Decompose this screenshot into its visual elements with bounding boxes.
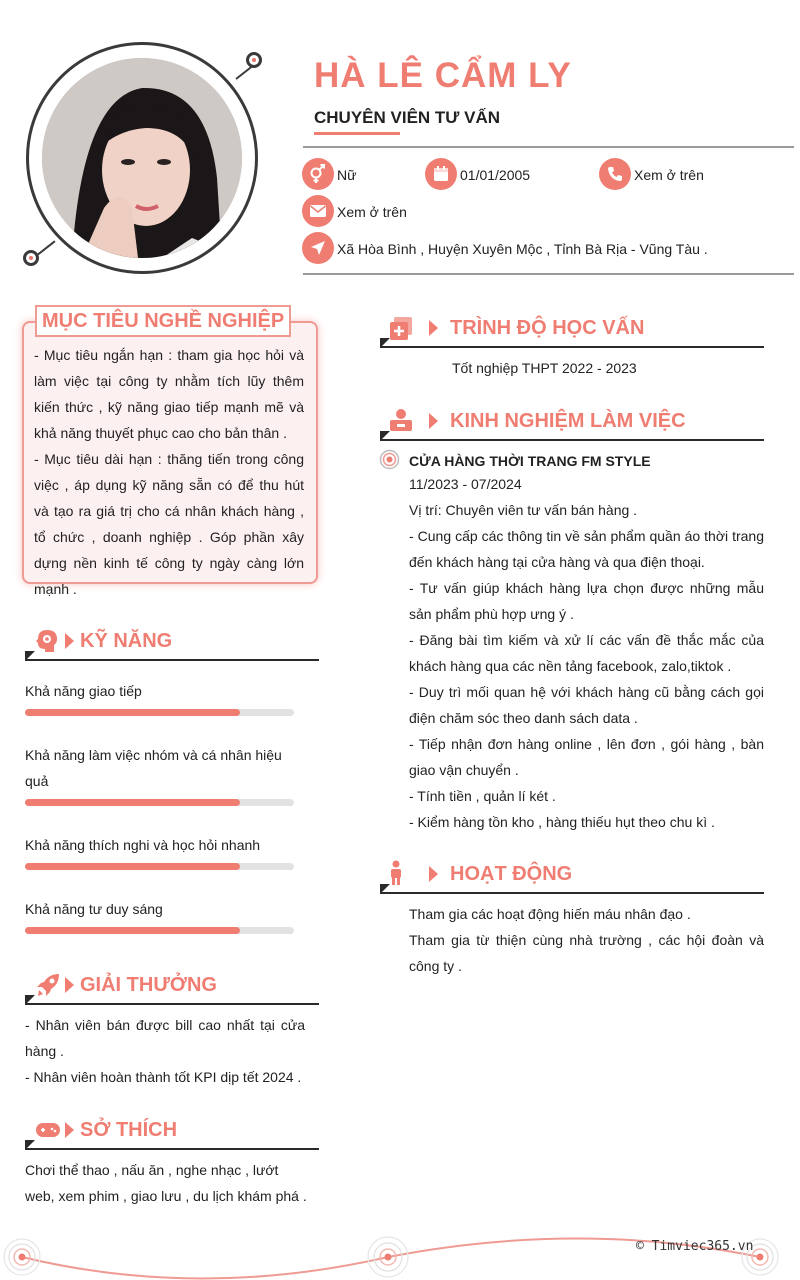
objective-short-term: - Mục tiêu ngắn hạn : tham gia học hỏi và làm việc tại công ty nhằm tích lũy thêm kiến thức , kỹ năng giao tiếp mạnh mẽ và khả năng thuyết phục cao cho bản thân . (34, 347, 304, 441)
phone-icon (599, 158, 631, 190)
objective-long-term: - Mục tiêu dài hạn : thăng tiến trong công việc , áp dụng kỹ năng sẵn có để thu hút và tạo ra giá trị cho cá nhân khách hàng , tổ chức , doanh nghiệp . Góp phần xây dựng nền kinh tế công ty ngày càng lớn mạnh . (34, 451, 304, 597)
skill-label: Khả năng làm việc nhóm và cá nhân hiệu quả (25, 747, 282, 789)
footer-target-icon (4, 1239, 40, 1275)
birthday-value: 01/01/2005 (460, 167, 531, 183)
skill-bar-fill (25, 799, 240, 806)
header-rule-top (303, 146, 794, 148)
education-text: Tốt nghiệp THPT 2022 - 2023 (452, 360, 637, 376)
gamepad-icon (35, 1120, 61, 1140)
gender-value: Nữ (337, 167, 357, 183)
skills-heading-corner (25, 651, 35, 661)
education-icon (388, 316, 414, 342)
education-arrow-icon (429, 320, 438, 336)
experience-heading: KINH NGHIỆM LÀM VIỆC (450, 410, 686, 432)
skill-bar-fill (25, 927, 240, 934)
activities-heading-corner (380, 884, 390, 894)
experience-line: - Kiểm hàng tồn kho , hàng thiếu hụt theo chu kì . (409, 814, 715, 830)
timeline-target-icon (379, 449, 400, 470)
awards-heading-rule (25, 1003, 319, 1005)
skill-bar-fill (25, 863, 240, 870)
education-heading-rule (380, 346, 764, 348)
hobbies-heading-corner (25, 1140, 35, 1150)
skill-bar-track (25, 799, 294, 806)
experience-line: - Tư vấn giúp khách hàng lựa chọn được những mẫu sản phẩm phù hợp ưng ý . (409, 580, 764, 622)
experience-arrow-icon (429, 413, 438, 429)
skills-arrow-icon (65, 633, 74, 649)
gender-icon (302, 158, 334, 190)
hobbies-heading: SỞ THÍCH (80, 1119, 178, 1141)
phone-value[interactable]: Xem ở trên (634, 167, 704, 183)
experience-heading-corner (380, 431, 390, 441)
experience-line: - Tiếp nhận đơn hàng online , lên đơn , gói hàng , bàn giao vận chuyển . (409, 736, 764, 778)
location-arrow-icon (302, 232, 334, 264)
experience-company: CỬA HÀNG THỜI TRANG FM STYLE (409, 453, 651, 469)
awards-arrow-icon (65, 977, 74, 993)
rocket-icon (35, 972, 61, 998)
award-item: - Nhân viên bán được bill cao nhất tại cửa hàng . (25, 1017, 305, 1059)
avatar-photo (42, 58, 242, 258)
avatar-connector-dot (23, 250, 39, 266)
hobbies-text: Chơi thể thao , nấu ăn , nghe nhạc , lướt web, xem phim , giao lưu , du lịch khám phá . (25, 1162, 307, 1204)
skills-heading: KỸ NĂNG (80, 630, 173, 652)
skill-label: Khả năng tư duy sáng (25, 901, 163, 917)
skills-heading-rule (25, 659, 319, 661)
hobbies-heading-rule (25, 1148, 319, 1150)
education-heading-corner (380, 338, 390, 348)
job-title: CHUYÊN VIÊN TƯ VẤN (314, 108, 501, 127)
skill-label: Khả năng thích nghi và học hỏi nhanh (25, 837, 261, 853)
footer-target-icon (368, 1237, 408, 1277)
activity-line: Tham gia từ thiện cùng nhà trường , các hội đoàn và công ty . (409, 932, 764, 974)
skill-bar-track (25, 863, 294, 870)
skill-bar-track (25, 709, 294, 716)
experience-line: - Đăng bài tìm kiếm và xử lí các vấn đề thắc mắc của khách hàng qua các nền tảng facebook, zalo,tiktok . (409, 632, 764, 674)
job-title-underline (314, 132, 400, 135)
calendar-icon (425, 158, 457, 190)
activities-arrow-icon (429, 866, 438, 882)
brain-icon (34, 628, 60, 654)
person-icon (389, 860, 403, 886)
hobbies-arrow-icon (65, 1122, 74, 1138)
awards-heading: GIẢI THƯỞNG (80, 974, 217, 996)
activity-line: Tham gia các hoạt động hiến máu nhân đạo . (409, 906, 691, 922)
address-value: Xã Hòa Bình , Huyện Xuyên Mộc , Tỉnh Bà Rịa - Vũng Tàu . (337, 241, 708, 257)
award-item: - Nhân viên hoàn thành tốt KPI dịp tết 2024 . (25, 1069, 302, 1085)
experience-line: - Cung cấp các thông tin về sản phẩm quần áo thời trang đến khách hàng tại cửa hàng và qua điện thoại. (409, 528, 764, 570)
experience-details (409, 497, 764, 835)
header-rule-bottom (303, 273, 794, 275)
skill-bar-fill (25, 709, 240, 716)
experience-heading-rule (380, 439, 764, 441)
activities-details (409, 901, 764, 979)
email-value[interactable]: Xem ở trên (337, 204, 407, 220)
skill-bar-track (25, 927, 294, 934)
awards-heading-corner (25, 995, 35, 1005)
skill-label: Khả năng giao tiếp (25, 683, 142, 699)
briefcase-user-icon (388, 407, 414, 433)
candidate-name: HÀ LÊ CẨM LY (314, 56, 572, 95)
activities-heading-rule (380, 892, 764, 894)
experience-line: Vị trí: Chuyên viên tư vấn bán hàng . (409, 502, 638, 518)
envelope-icon (302, 195, 334, 227)
experience-line: - Tính tiền , quản lí két . (409, 788, 556, 804)
experience-period: 11/2023 - 07/2024 (409, 476, 522, 492)
activities-heading: HOẠT ĐỘNG (450, 863, 573, 885)
education-heading: TRÌNH ĐỘ HỌC VẤN (450, 317, 645, 339)
experience-line: - Duy trì mối quan hệ với khách hàng cũ bằng cách gọi điện chăm sóc theo danh sách data . (409, 684, 764, 726)
avatar-connector-dot (246, 52, 262, 68)
copyright-text: © Timviec365.vn (636, 1239, 754, 1254)
objective-heading: MỤC TIÊU NGHỀ NGHIỆP (35, 305, 291, 337)
